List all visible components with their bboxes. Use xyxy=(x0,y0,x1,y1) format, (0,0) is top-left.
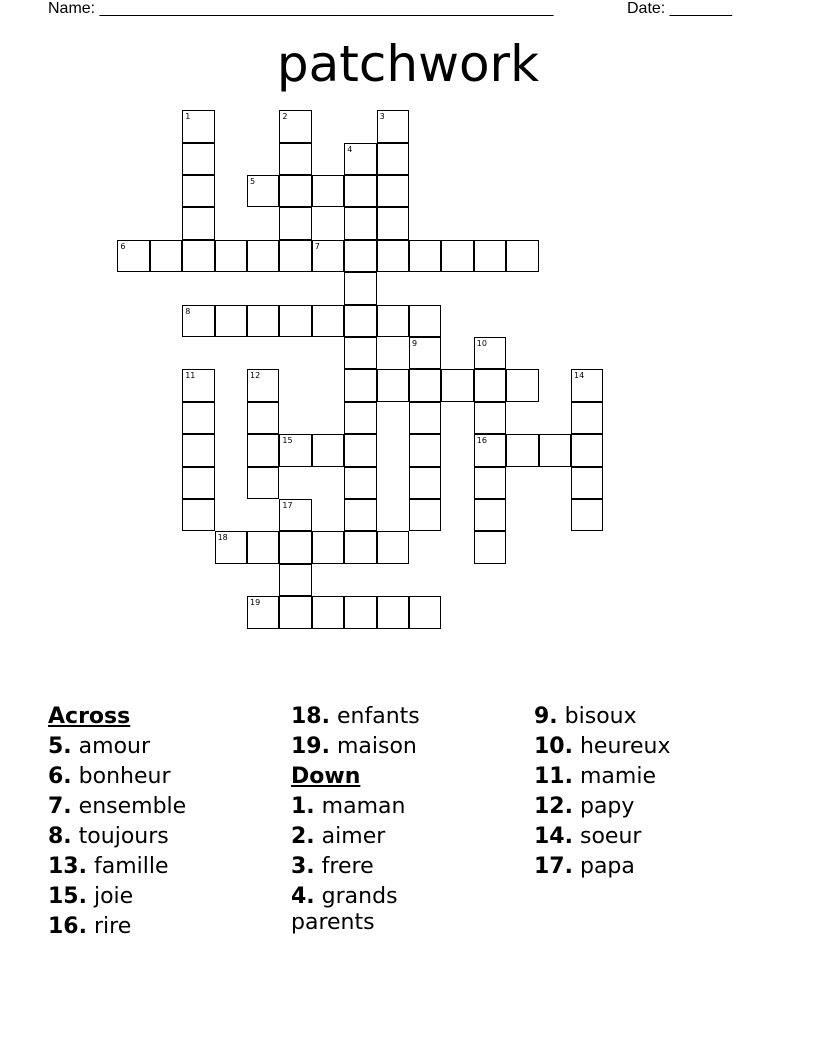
down-clue xyxy=(291,852,491,882)
clue-number-label: 17 xyxy=(282,501,293,510)
clue-number: 12. xyxy=(534,794,573,819)
crossword-cell[interactable] xyxy=(377,207,409,239)
clue-number-label: 12 xyxy=(250,371,261,381)
crossword-cell[interactable] xyxy=(344,402,376,434)
crossword-cell[interactable] xyxy=(247,402,279,434)
crossword-cell[interactable] xyxy=(247,531,279,563)
crossword-cell[interactable] xyxy=(247,369,279,401)
clue-text: bisoux xyxy=(564,704,637,729)
crossword-cell[interactable] xyxy=(571,467,603,499)
clue-number-label: 6 xyxy=(120,241,126,251)
clue-number: 10. xyxy=(534,734,573,759)
clue-column-1 xyxy=(48,702,248,942)
crossword-cell[interactable] xyxy=(571,499,603,531)
clue-number: 8. xyxy=(48,824,72,849)
crossword-cell[interactable] xyxy=(377,143,409,175)
crossword-cell[interactable] xyxy=(409,305,441,337)
crossword-cell[interactable] xyxy=(279,305,311,337)
clue-number: 1. xyxy=(291,794,315,819)
crossword-cell[interactable] xyxy=(215,240,247,272)
clue-text: maman xyxy=(321,794,406,819)
across-clue xyxy=(48,852,248,882)
crossword-cell[interactable] xyxy=(279,434,311,466)
across-clue xyxy=(291,702,491,732)
clue-number-label: 8 xyxy=(185,306,191,316)
down-heading: Down xyxy=(291,764,361,789)
clue-number: 19. xyxy=(291,734,330,759)
down-clue xyxy=(291,822,491,852)
clue-number-label: 3 xyxy=(379,112,385,122)
crossword-cell[interactable] xyxy=(312,531,344,563)
crossword-cell[interactable] xyxy=(344,272,376,304)
clue-text: rire xyxy=(93,914,132,939)
clue-number-label: 14 xyxy=(574,371,585,381)
crossword-cell[interactable] xyxy=(182,175,214,207)
clue-text: mamie xyxy=(579,764,656,789)
crossword-cell[interactable] xyxy=(474,402,506,434)
crossword-cell[interactable] xyxy=(279,110,311,142)
across-clue xyxy=(48,912,248,942)
crossword-cell[interactable] xyxy=(506,240,538,272)
crossword-cell[interactable] xyxy=(344,596,376,628)
crossword-cell[interactable] xyxy=(474,337,506,369)
crossword-cell[interactable] xyxy=(409,596,441,628)
clue-number-label: 7 xyxy=(314,241,320,251)
crossword-cell[interactable] xyxy=(377,175,409,207)
crossword-cell[interactable] xyxy=(247,596,279,628)
crossword-cell[interactable] xyxy=(215,531,247,563)
crossword-cell[interactable] xyxy=(247,240,279,272)
crossword-cell[interactable] xyxy=(506,434,538,466)
crossword-cell[interactable] xyxy=(312,305,344,337)
crossword-cell[interactable] xyxy=(279,207,311,239)
crossword-cell[interactable] xyxy=(409,467,441,499)
clue-number: 15. xyxy=(48,884,87,909)
clue-text: aimer xyxy=(321,824,386,849)
down-clue xyxy=(534,762,734,792)
clue-number: 11. xyxy=(534,764,573,789)
crossword-cell[interactable] xyxy=(377,531,409,563)
crossword-cell[interactable] xyxy=(182,402,214,434)
crossword-cell[interactable] xyxy=(344,337,376,369)
crossword-cell[interactable] xyxy=(247,467,279,499)
crossword-cell[interactable] xyxy=(247,305,279,337)
clue-number: 3. xyxy=(291,854,315,879)
crossword-cell[interactable] xyxy=(182,369,214,401)
clue-column-2 xyxy=(291,702,491,938)
crossword-cell[interactable] xyxy=(441,369,473,401)
crossword-cell[interactable] xyxy=(312,596,344,628)
crossword-cell[interactable] xyxy=(539,434,571,466)
crossword-cell[interactable] xyxy=(474,240,506,272)
crossword-cell[interactable] xyxy=(247,175,279,207)
crossword-cell[interactable] xyxy=(182,499,214,531)
clue-number: 2. xyxy=(291,824,315,849)
crossword-cell[interactable] xyxy=(441,240,473,272)
crossword-cell[interactable] xyxy=(571,369,603,401)
crossword-cell[interactable] xyxy=(215,305,247,337)
across-clue xyxy=(48,822,248,852)
name-field-label: Name: ___________________________________________________ xyxy=(48,0,554,17)
crossword-cell[interactable] xyxy=(344,467,376,499)
crossword-cell[interactable] xyxy=(344,305,376,337)
clue-number-label: 15 xyxy=(282,436,293,446)
date-field-label: Date: _______ xyxy=(627,0,732,17)
clue-text: papy xyxy=(579,794,635,819)
down-clue xyxy=(534,702,734,732)
crossword-cell[interactable] xyxy=(409,337,441,369)
crossword-cell[interactable] xyxy=(571,434,603,466)
clue-text: joie xyxy=(93,884,134,909)
crossword-cell[interactable] xyxy=(474,499,506,531)
crossword-cell[interactable] xyxy=(344,531,376,563)
crossword-cell[interactable] xyxy=(182,240,214,272)
crossword-cell[interactable] xyxy=(409,499,441,531)
clue-number-label: 2 xyxy=(282,112,288,122)
clue-text: amour xyxy=(78,734,151,759)
clue-number: 5. xyxy=(48,734,72,759)
crossword-cell[interactable] xyxy=(182,434,214,466)
crossword-cell[interactable] xyxy=(279,175,311,207)
clue-number-label: 10 xyxy=(476,339,487,348)
down-clue xyxy=(291,882,411,938)
crossword-cell[interactable] xyxy=(344,240,376,272)
crossword-cell[interactable] xyxy=(409,402,441,434)
clue-text: soeur xyxy=(579,824,642,849)
clue-number: 13. xyxy=(48,854,87,879)
crossword-cell[interactable] xyxy=(312,175,344,207)
crossword-cell[interactable] xyxy=(377,240,409,272)
crossword-cell[interactable] xyxy=(150,240,182,272)
crossword-cell[interactable] xyxy=(571,402,603,434)
crossword-cell[interactable] xyxy=(344,143,376,175)
down-clue xyxy=(534,792,734,822)
clue-text: frere xyxy=(321,854,374,879)
clue-text: toujours xyxy=(78,824,169,849)
clue-number-label: 19 xyxy=(250,598,261,608)
crossword-cell[interactable] xyxy=(312,434,344,466)
clue-text: enfants xyxy=(336,704,420,729)
clue-number: 17. xyxy=(534,854,573,879)
crossword-cell[interactable] xyxy=(182,305,214,337)
crossword-cell[interactable] xyxy=(377,110,409,142)
crossword-cell[interactable] xyxy=(312,240,344,272)
clue-text: heureux xyxy=(579,734,671,759)
clue-number: 16. xyxy=(48,914,87,939)
clue-number: 9. xyxy=(534,704,558,729)
across-clue xyxy=(48,792,248,822)
clue-text: famille xyxy=(93,854,169,879)
crossword-cell[interactable] xyxy=(506,369,538,401)
crossword-cell[interactable] xyxy=(182,467,214,499)
crossword-cell[interactable] xyxy=(344,434,376,466)
clue-number-label: 5 xyxy=(250,177,256,186)
crossword-cell[interactable] xyxy=(279,596,311,628)
puzzle-title: patchwork xyxy=(276,35,540,93)
clue-number: 18. xyxy=(291,704,330,729)
crossword-cell[interactable] xyxy=(279,240,311,272)
clue-number-label: 9 xyxy=(412,339,418,348)
clue-text: papa xyxy=(579,854,635,879)
crossword-cell[interactable] xyxy=(474,531,506,563)
crossword-cell[interactable] xyxy=(279,143,311,175)
crossword-cell[interactable] xyxy=(409,369,441,401)
clue-number: 4. xyxy=(291,884,315,909)
down-clue xyxy=(534,852,734,882)
crossword-cell[interactable] xyxy=(279,499,311,531)
crossword-cell[interactable] xyxy=(409,240,441,272)
down-clue xyxy=(534,822,734,852)
clue-number: 7. xyxy=(48,794,72,819)
crossword-cell[interactable] xyxy=(182,207,214,239)
clue-number-label: 11 xyxy=(185,371,196,381)
crossword-cell[interactable] xyxy=(344,499,376,531)
across-clue xyxy=(48,762,248,792)
clue-number-label: 16 xyxy=(476,436,487,446)
crossword-cell[interactable] xyxy=(409,434,441,466)
crossword-cell[interactable] xyxy=(474,369,506,401)
clue-number-label: 1 xyxy=(185,112,191,122)
crossword-cell[interactable] xyxy=(377,305,409,337)
across-clue xyxy=(48,882,248,912)
crossword-cell[interactable] xyxy=(474,467,506,499)
crossword-cell[interactable] xyxy=(344,207,376,239)
crossword-cell[interactable] xyxy=(182,143,214,175)
crossword-cell[interactable] xyxy=(279,564,311,596)
crossword-cell[interactable] xyxy=(344,369,376,401)
crossword-cell[interactable] xyxy=(247,434,279,466)
clue-text: grands parents xyxy=(291,884,398,935)
clue-number-label: 4 xyxy=(347,144,353,154)
crossword-cell[interactable] xyxy=(474,434,506,466)
clue-text: maison xyxy=(336,734,417,759)
crossword-cell[interactable] xyxy=(377,596,409,628)
clue-number-label: 18 xyxy=(217,533,228,543)
crossword-cell[interactable] xyxy=(182,110,214,142)
crossword-cell[interactable] xyxy=(377,369,409,401)
crossword-cell[interactable] xyxy=(279,531,311,563)
across-heading: Across xyxy=(48,704,131,729)
crossword-cell[interactable] xyxy=(117,240,149,272)
clue-text: bonheur xyxy=(78,764,171,789)
crossword-cell[interactable] xyxy=(344,175,376,207)
clue-text: ensemble xyxy=(78,794,187,819)
across-clue xyxy=(48,732,248,762)
clue-column-3 xyxy=(534,702,734,882)
clue-number: 6. xyxy=(48,764,72,789)
across-clue xyxy=(291,732,491,762)
clue-number: 14. xyxy=(534,824,573,849)
down-clue xyxy=(534,732,734,762)
down-clue xyxy=(291,792,491,822)
